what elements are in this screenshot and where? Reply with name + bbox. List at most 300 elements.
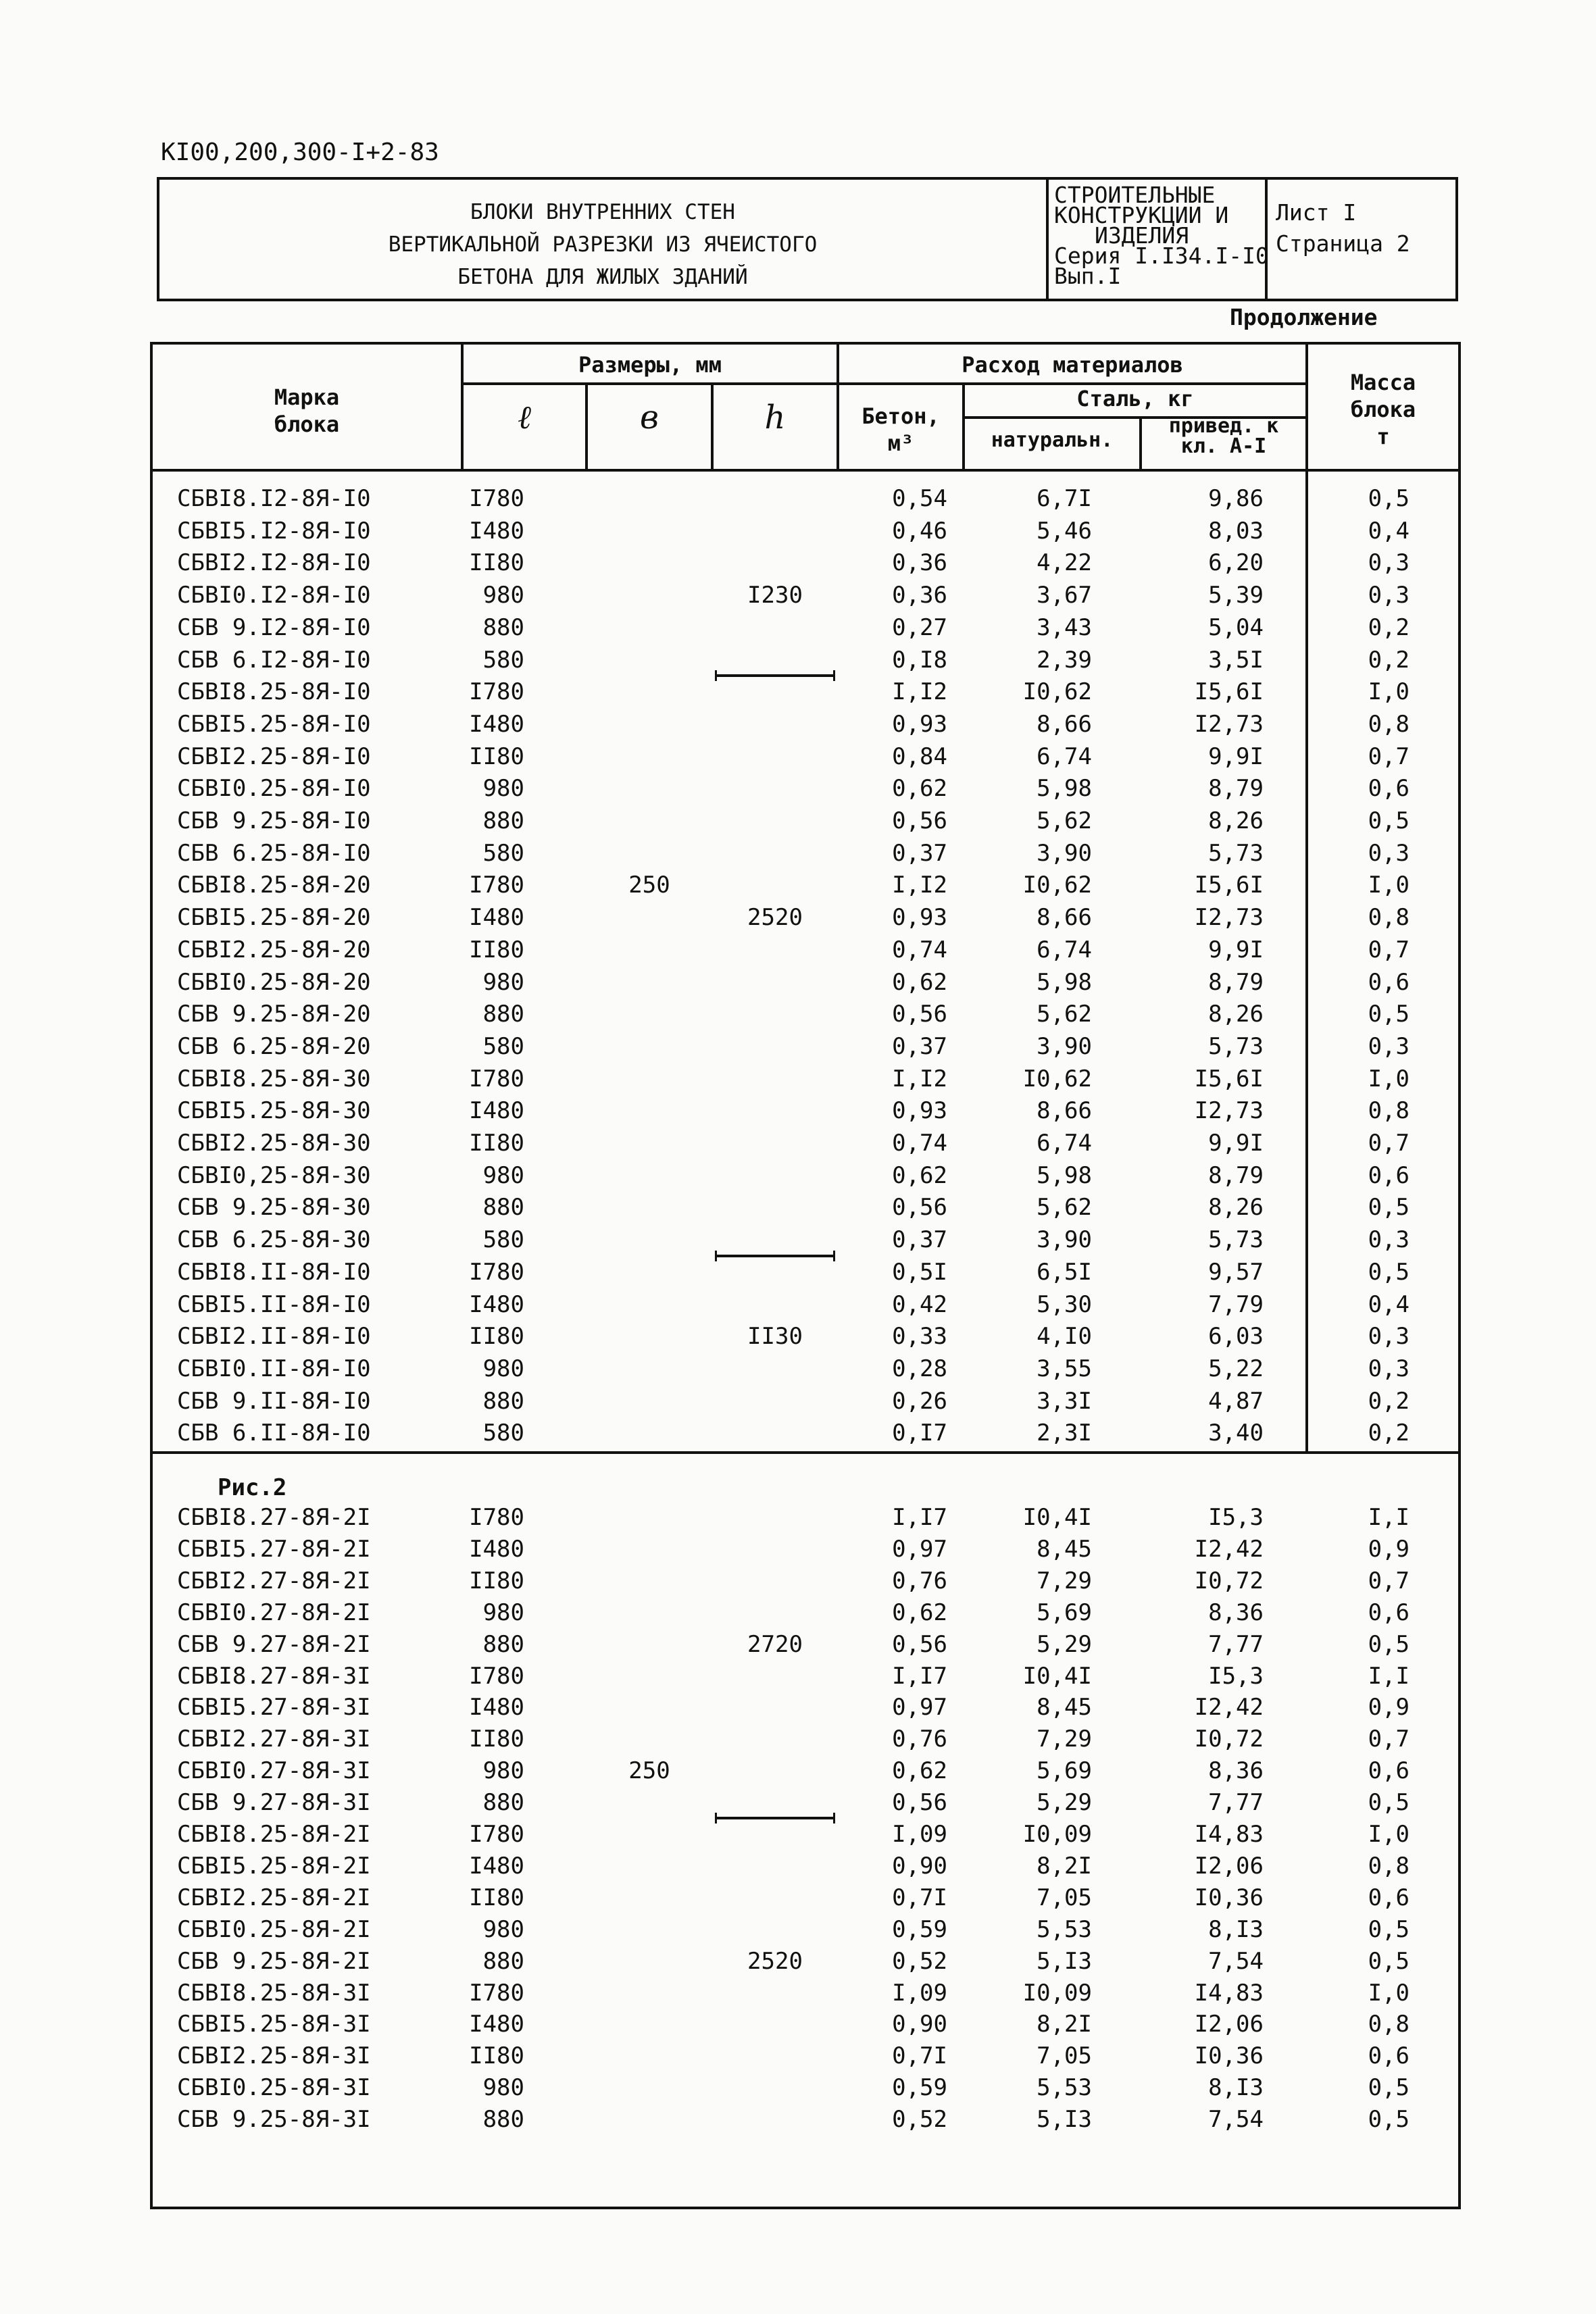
title-line: ВЕРТИКАЛЬНОЙ РАЗРЕЗКИ ИЗ ЯЧЕИСТОГО	[388, 232, 818, 257]
cell-mark: СБВI0.25-8Я-2I	[177, 1915, 371, 1943]
cell-l: 980	[482, 775, 524, 803]
cell-mark: СБВ 9.25-8Я-30	[177, 1194, 371, 1222]
cell-natural: 3,90	[1037, 1032, 1092, 1060]
cell-natural: 5,98	[1037, 968, 1092, 996]
cell-natural: I0,09	[1022, 1821, 1092, 1848]
cell-concrete: 0,84	[892, 743, 947, 770]
cell-mark: СБВI0.25-8Я-I0	[177, 775, 371, 803]
cell-mass: 0,6	[1368, 775, 1410, 803]
cell-l: II80	[469, 1130, 524, 1157]
cell-reduced: 7,79	[1208, 1290, 1264, 1318]
cell-concrete: 0,74	[892, 1130, 947, 1157]
cell-mass: 0,7	[1368, 936, 1410, 963]
cell-concrete: 0,42	[892, 1290, 947, 1318]
cell-mass: 0,5	[1368, 1194, 1410, 1222]
cell-mark: СБВ 9.27-8Я-2I	[177, 1630, 371, 1658]
cell-natural: 5,53	[1037, 1915, 1092, 1943]
cell-mass: 0,3	[1368, 549, 1410, 577]
cell-reduced: I2,06	[1194, 1852, 1264, 1880]
continuation-label: Продолжение	[1230, 304, 1378, 330]
cell-natural: 5,30	[1037, 1290, 1092, 1318]
cell-concrete: 0,28	[892, 1355, 947, 1382]
cell-l: 580	[482, 1419, 524, 1447]
cell-l: 980	[482, 1599, 524, 1626]
cell-mark: СБВ 9.25-8Я-3I	[177, 2106, 371, 2134]
cell-natural: 3,90	[1037, 1226, 1092, 1254]
cell-natural: 8,66	[1037, 710, 1092, 738]
cell-l: I480	[469, 904, 524, 932]
cell-l: I780	[469, 678, 524, 706]
cell-reduced: 9,9I	[1208, 936, 1264, 963]
cell-reduced: 8,I3	[1208, 2074, 1264, 2102]
cell-l: I480	[469, 1097, 524, 1125]
cell-mass: 0,7	[1368, 1130, 1410, 1157]
cell-concrete: 0,5I	[892, 1258, 947, 1286]
cell-mass: 0,5	[1368, 2074, 1410, 2102]
cell-reduced: 9,9I	[1208, 743, 1264, 770]
cell-l: I780	[469, 1821, 524, 1848]
cell-l: 980	[482, 1915, 524, 1943]
cell-mass: 0,6	[1368, 1884, 1410, 1911]
cell-reduced: I0,72	[1194, 1567, 1264, 1594]
cell-reduced: I5,6I	[1194, 872, 1264, 899]
cell-natural: 8,2I	[1037, 2011, 1092, 2038]
cell-l: 880	[482, 1947, 524, 1975]
title-block	[157, 177, 1458, 301]
cell-concrete: 0,59	[892, 2074, 947, 2102]
cell-concrete: 0,97	[892, 1694, 947, 1721]
cell-reduced: I0,72	[1194, 1726, 1264, 1753]
header-h: h	[764, 399, 786, 436]
cell-l: 880	[482, 1194, 524, 1222]
cell-mark: СБВ 6.I2-8Я-I0	[177, 646, 371, 674]
cell-l: 980	[482, 2074, 524, 2102]
cell-concrete: 0,56	[892, 1630, 947, 1658]
cell-reduced: 5,73	[1208, 1226, 1264, 1254]
cell-mark: СБВI8.II-8Я-I0	[177, 1258, 371, 1286]
header-mark: Марка блока	[274, 384, 340, 437]
cell-mark: СБВ 6.II-8Я-I0	[177, 1419, 371, 1447]
cell-concrete: 0,97	[892, 1535, 947, 1563]
cell-l: 980	[482, 582, 524, 609]
cell-mark: СБВI8.25-8Я-2I	[177, 1821, 371, 1848]
cell-l: 580	[482, 839, 524, 867]
cell-concrete: 0,54	[892, 485, 947, 512]
cell-mark: СБВI5.II-8Я-I0	[177, 1290, 371, 1318]
cell-h: 2720	[747, 1630, 803, 1658]
cell-concrete: 0,27	[892, 613, 947, 641]
cell-natural: 6,74	[1037, 743, 1092, 770]
cell-concrete: I,09	[892, 1979, 947, 2007]
cell-mark: СБВI5.25-8Я-30	[177, 1097, 371, 1125]
cell-natural: 5,I3	[1037, 1947, 1092, 1975]
cell-natural: 8,66	[1037, 904, 1092, 932]
cell-l: 980	[482, 1161, 524, 1189]
cell-concrete: 0,93	[892, 1097, 947, 1125]
cell-mark: СБВI5.25-8Я-I0	[177, 710, 371, 738]
cell-mass: 0,8	[1368, 710, 1410, 738]
cell-natural: 5,62	[1037, 1001, 1092, 1028]
header-b: в	[640, 399, 659, 436]
cell-natural: 2,39	[1037, 646, 1092, 674]
cell-natural: I0,62	[1022, 1065, 1092, 1092]
cell-natural: 5,29	[1037, 1630, 1092, 1658]
cell-l: I480	[469, 2011, 524, 2038]
cell-mass: 0,5	[1368, 1915, 1410, 1943]
cell-mark: СБВI2.25-8Я-I0	[177, 743, 371, 770]
cell-concrete: 0,62	[892, 1161, 947, 1189]
cell-mass: I,0	[1368, 1979, 1410, 2007]
cell-reduced: 5,73	[1208, 1032, 1264, 1060]
cell-concrete: 0,7I	[892, 1884, 947, 1911]
cell-concrete: 0,37	[892, 1226, 947, 1254]
cell-concrete: 0,37	[892, 1032, 947, 1060]
cell-mark: СБВI2.25-8Я-2I	[177, 1884, 371, 1911]
cell-concrete: 0,56	[892, 1001, 947, 1028]
cell-concrete: 0,46	[892, 517, 947, 545]
cell-concrete: 0,93	[892, 710, 947, 738]
cell-reduced: 8,79	[1208, 1161, 1264, 1189]
cell-reduced: 8,36	[1208, 1599, 1264, 1626]
sheet-number: Лист I	[1276, 199, 1357, 226]
cell-natural: 5,I3	[1037, 2106, 1092, 2134]
cell-reduced: I2,06	[1194, 2011, 1264, 2038]
cell-mass: 0,4	[1368, 517, 1410, 545]
cell-mark: СБВI2.I2-8Я-I0	[177, 549, 371, 577]
cell-concrete: 0,36	[892, 549, 947, 577]
cell-mass: 0,5	[1368, 485, 1410, 512]
cell-mass: 0,3	[1368, 1323, 1410, 1351]
cell-natural: I0,62	[1022, 678, 1092, 706]
cell-natural: I0,09	[1022, 1979, 1092, 2007]
cell-mass: 0,5	[1368, 1630, 1410, 1658]
group-divider	[715, 1817, 835, 1819]
cell-mass: 0,4	[1368, 1290, 1410, 1318]
document-title	[159, 196, 1046, 293]
cell-concrete: 0,56	[892, 1194, 947, 1222]
cell-reduced: I0,36	[1194, 1884, 1264, 1911]
cell-h: I230	[747, 582, 803, 609]
cell-concrete: 0,90	[892, 2011, 947, 2038]
series-cell	[1049, 180, 1268, 299]
series-info	[1054, 182, 1269, 289]
cell-mark: СБВ 6.25-8Я-20	[177, 1032, 371, 1060]
cell-natural: 2,3I	[1037, 1419, 1092, 1447]
cell-l: I480	[469, 1535, 524, 1563]
cell-l: II80	[469, 2042, 524, 2070]
document-code: KI00,200,300-I+2-83	[161, 139, 439, 166]
cell-mark: СБВI5.I2-8Я-I0	[177, 517, 371, 545]
cell-mass: 0,3	[1368, 1355, 1410, 1382]
cell-reduced: 9,57	[1208, 1258, 1264, 1286]
cell-reduced: 5,04	[1208, 613, 1264, 641]
cell-mark: СБВI5.27-8Я-3I	[177, 1694, 371, 1721]
cell-reduced: 8,03	[1208, 517, 1264, 545]
cell-concrete: 0,76	[892, 1726, 947, 1753]
cell-natural: 7,05	[1037, 1884, 1092, 1911]
cell-mark: СБВI2.25-8Я-20	[177, 936, 371, 963]
cell-concrete: I,I7	[892, 1504, 947, 1531]
cell-reduced: I0,36	[1194, 2042, 1264, 2070]
cell-mark: СБВ 6.25-8Я-30	[177, 1226, 371, 1254]
cell-mass: I,I	[1368, 1662, 1410, 1690]
cell-natural: 8,2I	[1037, 1852, 1092, 1880]
cell-reduced: 5,22	[1208, 1355, 1264, 1382]
cell-natural: 7,29	[1037, 1726, 1092, 1753]
blocks-table	[150, 342, 1461, 2209]
cell-l: II80	[469, 549, 524, 577]
cell-mark: СБВI8.27-8Я-2I	[177, 1504, 371, 1531]
cell-mass: 0,8	[1368, 1852, 1410, 1880]
cell-concrete: I,I2	[892, 872, 947, 899]
cell-mass: I,0	[1368, 872, 1410, 899]
series-line: Серия I.I34.I-I0	[1054, 243, 1269, 269]
header-materials: Расход материалов	[962, 352, 1183, 378]
figure-label: Рис.2	[218, 1474, 287, 1501]
cell-mark: СБВI5.25-8Я-2I	[177, 1852, 371, 1880]
cell-concrete: 0,33	[892, 1323, 947, 1351]
title-line: БЕТОНА ДЛЯ ЖИЛЫХ ЗДАНИЙ	[457, 265, 748, 289]
cell-reduced: 9,86	[1208, 485, 1264, 512]
cell-concrete: 0,56	[892, 807, 947, 834]
cell-l: I480	[469, 1852, 524, 1880]
cell-natural: 6,5I	[1037, 1258, 1092, 1286]
cell-reduced: I4,83	[1194, 1979, 1264, 2007]
cell-natural: 4,22	[1037, 549, 1092, 577]
cell-mass: 0,2	[1368, 613, 1410, 641]
cell-natural: 5,29	[1037, 1789, 1092, 1817]
cell-reduced: 7,54	[1208, 2106, 1264, 2134]
cell-reduced: 3,5I	[1208, 646, 1264, 674]
cell-mark: СБВI8.25-8Я-I0	[177, 678, 371, 706]
cell-mass: 0,6	[1368, 1161, 1410, 1189]
cell-natural: 5,53	[1037, 2074, 1092, 2102]
cell-mark: СБВI5.27-8Я-2I	[177, 1535, 371, 1563]
series-line: Вып.I	[1054, 263, 1122, 289]
cell-natural: 5,62	[1037, 807, 1092, 834]
cell-mark: СБВ 6.25-8Я-I0	[177, 839, 371, 867]
cell-concrete: 0,93	[892, 904, 947, 932]
cell-reduced: I5,6I	[1194, 678, 1264, 706]
cell-mark: СБВ 9.27-8Я-3I	[177, 1789, 371, 1817]
cell-natural: 3,90	[1037, 839, 1092, 867]
cell-concrete: 0,26	[892, 1387, 947, 1415]
cell-concrete: 0,62	[892, 775, 947, 803]
cell-reduced: 6,20	[1208, 549, 1264, 577]
cell-reduced: 5,73	[1208, 839, 1264, 867]
cell-mass: 0,7	[1368, 1726, 1410, 1753]
cell-concrete: I,I2	[892, 1065, 947, 1092]
cell-concrete: 0,74	[892, 936, 947, 963]
cell-l: 880	[482, 1789, 524, 1817]
cell-mass: 0,7	[1368, 1567, 1410, 1594]
cell-reduced: 8,79	[1208, 775, 1264, 803]
cell-reduced: 8,26	[1208, 1001, 1264, 1028]
cell-natural: I0,62	[1022, 872, 1092, 899]
cell-mark: СБВI2.27-8Я-2I	[177, 1567, 371, 1594]
cell-l: I480	[469, 517, 524, 545]
cell-mark: СБВI8.I2-8Я-I0	[177, 485, 371, 512]
cell-mass: I,0	[1368, 1065, 1410, 1092]
group-divider	[715, 674, 835, 677]
cell-l: I780	[469, 1662, 524, 1690]
cell-l: I480	[469, 1290, 524, 1318]
cell-mass: 0,5	[1368, 1947, 1410, 1975]
cell-l: 880	[482, 1387, 524, 1415]
cell-reduced: 5,39	[1208, 582, 1264, 609]
cell-h: 2520	[747, 1947, 803, 1975]
cell-mass: 0,3	[1368, 1226, 1410, 1254]
sheet-cell	[1268, 180, 1458, 299]
page-number: Страница 2	[1276, 230, 1410, 257]
header-l: ℓ	[518, 399, 531, 436]
cell-reduced: 8,36	[1208, 1757, 1264, 1785]
cell-l: II80	[469, 1567, 524, 1594]
series-line: КОНСТРУКЦИИ И	[1054, 202, 1229, 228]
cell-concrete: 0,90	[892, 1852, 947, 1880]
cell-concrete: 0,62	[892, 968, 947, 996]
cell-concrete: 0,52	[892, 1947, 947, 1975]
cell-concrete: 0,I8	[892, 646, 947, 674]
header-mass: Масса блока т	[1350, 370, 1416, 449]
cell-mark: СБВ 9.25-8Я-2I	[177, 1947, 371, 1975]
cell-natural: 8,45	[1037, 1694, 1092, 1721]
cell-mass: 0,6	[1368, 1757, 1410, 1785]
cell-mark: СБВI0.II-8Я-I0	[177, 1355, 371, 1382]
cell-mark: СБВI0.25-8Я-20	[177, 968, 371, 996]
cell-reduced: 8,I3	[1208, 1915, 1264, 1943]
cell-b: 250	[628, 872, 670, 899]
cell-mark: СБВI2.25-8Я-30	[177, 1130, 371, 1157]
cell-l: I780	[469, 1258, 524, 1286]
series-line: СТРОИТЕЛЬНЫЕ	[1054, 182, 1216, 208]
cell-mass: 0,5	[1368, 807, 1410, 834]
cell-reduced: I2,73	[1194, 904, 1264, 932]
title-line: БЛОКИ ВНУТРЕННИХ СТЕН	[470, 200, 735, 224]
cell-natural: 6,74	[1037, 936, 1092, 963]
cell-mark: СБВI2.II-8Я-I0	[177, 1323, 371, 1351]
cell-mark: СБВI0.27-8Я-3I	[177, 1757, 371, 1785]
cell-natural: 5,98	[1037, 775, 1092, 803]
cell-mass: 0,8	[1368, 2011, 1410, 2038]
cell-concrete: 0,37	[892, 839, 947, 867]
cell-concrete: 0,59	[892, 1915, 947, 1943]
cell-reduced: I2,73	[1194, 710, 1264, 738]
cell-natural: 5,98	[1037, 1161, 1092, 1189]
cell-mark: СБВI8.25-8Я-20	[177, 872, 371, 899]
cell-mass: 0,2	[1368, 1419, 1410, 1447]
cell-l: I780	[469, 1065, 524, 1092]
cell-mass: 0,7	[1368, 743, 1410, 770]
header-sizes: Размеры, мм	[578, 352, 722, 378]
cell-reduced: 8,26	[1208, 1194, 1264, 1222]
cell-reduced: I2,42	[1194, 1694, 1264, 1721]
cell-natural: 6,74	[1037, 1130, 1092, 1157]
cell-mass: 0,8	[1368, 1097, 1410, 1125]
cell-natural: I0,4I	[1022, 1662, 1092, 1690]
cell-l: I780	[469, 872, 524, 899]
cell-mass: 0,5	[1368, 1258, 1410, 1286]
cell-natural: 5,69	[1037, 1599, 1092, 1626]
cell-mass: 0,3	[1368, 839, 1410, 867]
cell-mass: 0,5	[1368, 2106, 1410, 2134]
cell-l: 880	[482, 613, 524, 641]
cell-l: II80	[469, 1323, 524, 1351]
cell-reduced: 7,77	[1208, 1630, 1264, 1658]
cell-mass: 0,3	[1368, 1032, 1410, 1060]
cell-mass: 0,5	[1368, 1789, 1410, 1817]
cell-concrete: I,I2	[892, 678, 947, 706]
cell-reduced: 4,87	[1208, 1387, 1264, 1415]
cell-mark: СБВ 9.25-8Я-I0	[177, 807, 371, 834]
cell-mass: 0,6	[1368, 2042, 1410, 2070]
cell-l: 980	[482, 1757, 524, 1785]
cell-mark: СБВ 9.II-8Я-I0	[177, 1387, 371, 1415]
cell-natural: 6,7I	[1037, 485, 1092, 512]
cell-l: I780	[469, 1979, 524, 2007]
cell-natural: 3,43	[1037, 613, 1092, 641]
series-line: ИЗДЕЛИЯ	[1095, 222, 1189, 249]
cell-mark: СБВI2.27-8Я-3I	[177, 1726, 371, 1753]
cell-natural: 5,62	[1037, 1194, 1092, 1222]
cell-concrete: 0,36	[892, 582, 947, 609]
header-steel: Сталь, кг	[1076, 386, 1194, 411]
cell-mark: СБВI8.25-8Я-3I	[177, 1979, 371, 2007]
cell-reduced: 3,40	[1208, 1419, 1264, 1447]
cell-mass: 0,2	[1368, 1387, 1410, 1415]
cell-l: 580	[482, 1226, 524, 1254]
cell-l: 580	[482, 1032, 524, 1060]
cell-natural: 8,45	[1037, 1535, 1092, 1563]
cell-mark: СБВI8.27-8Я-3I	[177, 1662, 371, 1690]
cell-h: II30	[747, 1323, 803, 1351]
cell-mass: 0,8	[1368, 904, 1410, 932]
cell-natural: 5,69	[1037, 1757, 1092, 1785]
cell-l: II80	[469, 1884, 524, 1911]
cell-reduced: 9,9I	[1208, 1130, 1264, 1157]
cell-mass: 0,9	[1368, 1694, 1410, 1721]
cell-mass: 0,9	[1368, 1535, 1410, 1563]
header-reduced: привед. к кл. А-I	[1168, 414, 1279, 458]
cell-h: 2520	[747, 904, 803, 932]
cell-l: II80	[469, 743, 524, 770]
cell-natural: 7,05	[1037, 2042, 1092, 2070]
cell-mass: 0,6	[1368, 1599, 1410, 1626]
cell-mark: СБВI5.25-8Я-20	[177, 904, 371, 932]
cell-natural: 5,46	[1037, 517, 1092, 545]
cell-mass: 0,2	[1368, 646, 1410, 674]
cell-mark: СБВI0.27-8Я-2I	[177, 1599, 371, 1626]
cell-l: 580	[482, 646, 524, 674]
cell-mass: 0,6	[1368, 968, 1410, 996]
cell-reduced: 8,26	[1208, 807, 1264, 834]
cell-concrete: 0,62	[892, 1757, 947, 1785]
cell-reduced: I2,42	[1194, 1535, 1264, 1563]
cell-natural: I0,4I	[1022, 1504, 1092, 1531]
cell-reduced: I5,6I	[1194, 1065, 1264, 1092]
cell-l: I480	[469, 1694, 524, 1721]
cell-b: 250	[628, 1757, 670, 1785]
cell-l: 880	[482, 1630, 524, 1658]
cell-mark: СБВI0,25-8Я-30	[177, 1161, 371, 1189]
cell-concrete: I,I7	[892, 1662, 947, 1690]
cell-reduced: I5,3	[1208, 1662, 1264, 1690]
cell-concrete: 0,76	[892, 1567, 947, 1594]
cell-mark: СБВI0.I2-8Я-I0	[177, 582, 371, 609]
cell-mass: 0,5	[1368, 1001, 1410, 1028]
cell-concrete: 0,I7	[892, 1419, 947, 1447]
cell-concrete: 0,7I	[892, 2042, 947, 2070]
